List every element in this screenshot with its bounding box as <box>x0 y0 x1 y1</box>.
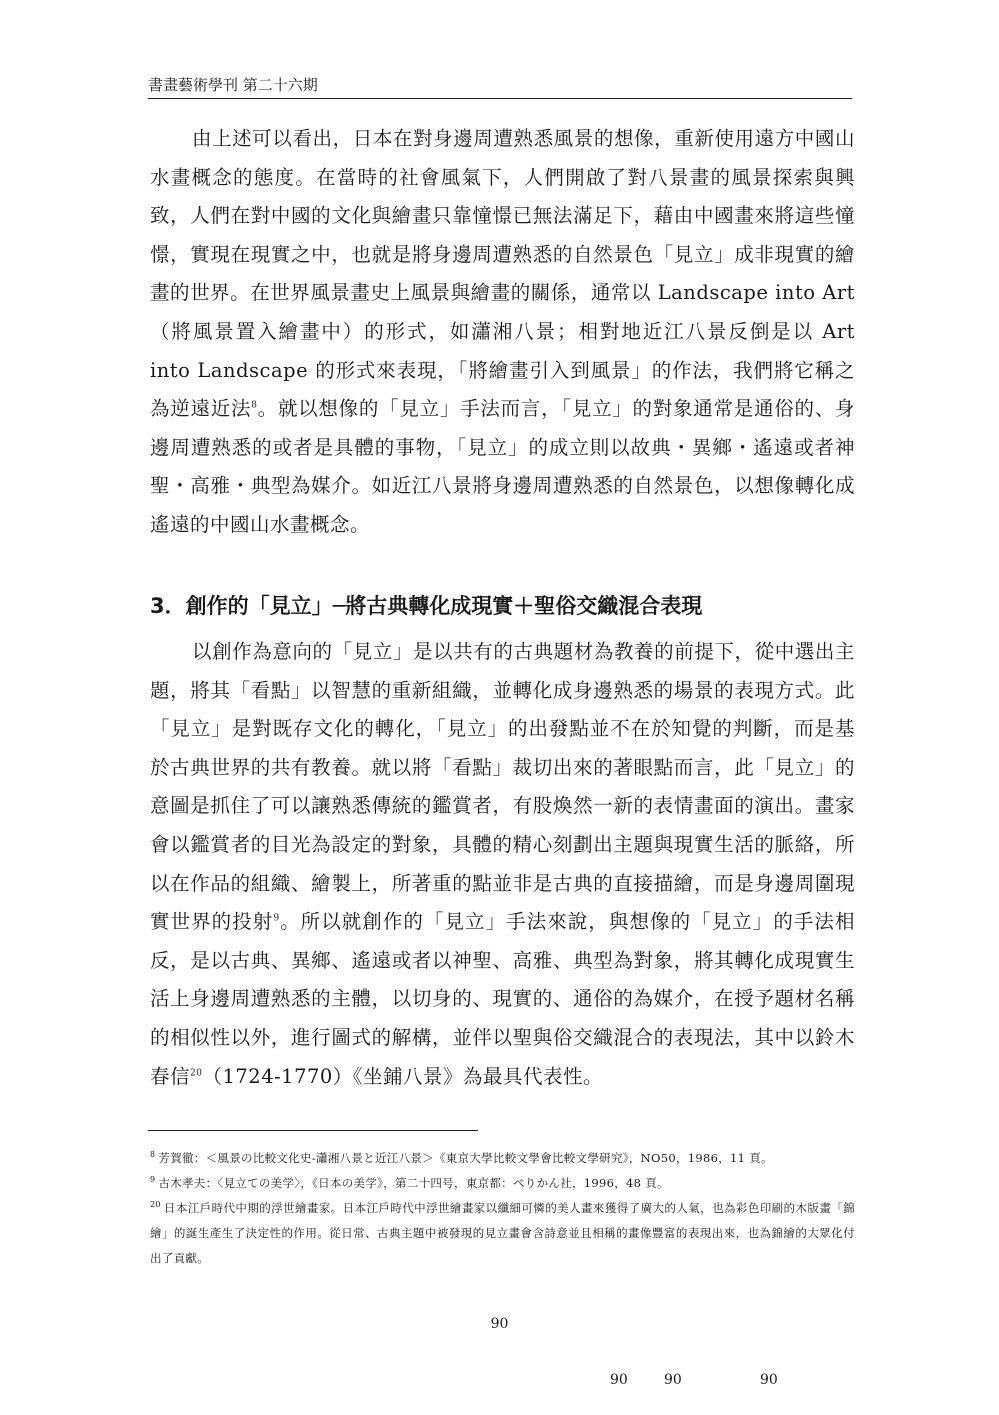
page-number: 90 <box>490 1316 509 1332</box>
footnote-divider <box>148 1130 478 1131</box>
paragraph-text: 。所以就創作的「見立」手法來說，與想像的「見立」的手法相反，是以古典、異鄉、遙遠或者以神聖、高雅、典型為對象，將其轉化成現實生活上身邊周遭熟悉的主體，以切身的、現實的、通俗的為媒介，在授予題材名稱的相似性以外，進行圖式的解構，並伴以聖與俗交織混合的表現法，其中以鈴木春信 <box>150 910 855 1088</box>
body-paragraph-1 <box>150 120 855 545</box>
bottom-page-number: 90 <box>610 1372 628 1388</box>
footnote-ref-9[interactable]: 9 <box>273 913 280 924</box>
footnote-text: 日本江戶時代中期的浮世繪畫家。日本江戶時代中浮世繪畫家以纖細可憐的美人畫來獲得了廣大的人氣，也為彩色印刷的木版畫「錦繪」的誕生產生了決定性的作用。從日常、古典主題中被發現的見立畫會含詩意並且相稱的畫像豐富的表現出來，也為錦繪的大眾化付出了貢獻。 <box>150 1201 855 1265</box>
footnote-ref-8[interactable]: 8 <box>251 400 258 411</box>
footnote-9 <box>150 1171 855 1196</box>
bottom-page-number: 90 <box>760 1372 778 1388</box>
footnote-mark: 20 <box>150 1200 161 1210</box>
footnote-8 <box>150 1146 855 1171</box>
bottom-page-number: 90 <box>664 1372 682 1388</box>
footnote-mark: 9 <box>150 1175 156 1185</box>
footnote-mark: 8 <box>150 1150 156 1160</box>
section-heading: 3．創作的「見立」─將古典轉化成現實＋聖俗交織混合表現 <box>150 594 703 618</box>
footnote-ref-20[interactable]: 20 <box>190 1068 203 1079</box>
paragraph-text: 。就以想像的「見立」手法而言，「見立」的對象通常是通俗的、身邊周遭熟悉的或者是具體的事物，「見立」的成立則以故典・異鄉・遙遠或者神聖・高雅・典型為媒介。如近江八景將身邊周遭熟悉的自然景色，以想像轉化成遙遠的中國山水畫概念。 <box>150 397 855 536</box>
footnote-text: 古木孝夫：〈見立ての美学〉，《日本の美学》，第二十四号，東京都：ぺりかん社，1996，48 頁。 <box>158 1176 669 1190</box>
paragraph-text: 由上述可以看出，日本在對身邊周遭熟悉風景的想像，重新使用遠方中國山水畫概念的態度。在當時的社會風氣下，人們開啟了對八景畫的風景探索與興致，人們在對中國的文化與繪畫只靠憧憬已無法滿足下，藉由中國畫來將這些憧憬，實現在現實之中，也就是將身邊周遭熟悉的自然景色「見立」成非現實的繪畫的世界。在世界風景畫史上風景與繪畫的關係，通常以 Landscape into Art （將風景置入繪畫中）的形式，如瀟湘八景；相對地近江八景反倒是以 Art into Landscape 的形式來表現，「將繪畫引入到風景」的作法，我們將它稱之為逆遠近法 <box>150 127 855 421</box>
footnotes-section <box>150 1146 855 1271</box>
footnote-20 <box>150 1196 855 1271</box>
footnote-text: 芳賀徹：＜風景の比較文化史-瀟湘八景と近江八景＞《東京大學比較文學會比較文學研究》，NO50，1986，11 頁。 <box>158 1151 773 1165</box>
running-header <box>148 74 852 99</box>
paragraph-text: （1724-1770）《坐鋪八景》為最具代表性。 <box>202 1064 604 1088</box>
body-paragraph-2 <box>150 633 855 1096</box>
paragraph-text: 以創作為意向的「見立」是以共有的古典題材為教養的前提下，從中選出主題，將其「看點」以智慧的重新組織，並轉化成身邊熟悉的場景的表現方式。此「見立」是對既存文化的轉化，「見立」的出發點並不在於知覺的判斷，而是基於古典世界的共有教養。就以將「看點」裁切出來的著眼點而言，此「見立」的意圖是抓住了可以讓熟悉傳統的鑑賞者，有股煥然一新的表情畫面的演出。畫家會以鑑賞者的目光為設定的對象，具體的精心刻劃出主題與現實生活的脈絡，所以在作品的組織、繪製上，所著重的點並非是古典的直接描繪，而是身邊周圍現實世界的投射 <box>150 640 855 934</box>
journal-title: 書畫藝術學刊 第二十六期 <box>148 76 318 94</box>
